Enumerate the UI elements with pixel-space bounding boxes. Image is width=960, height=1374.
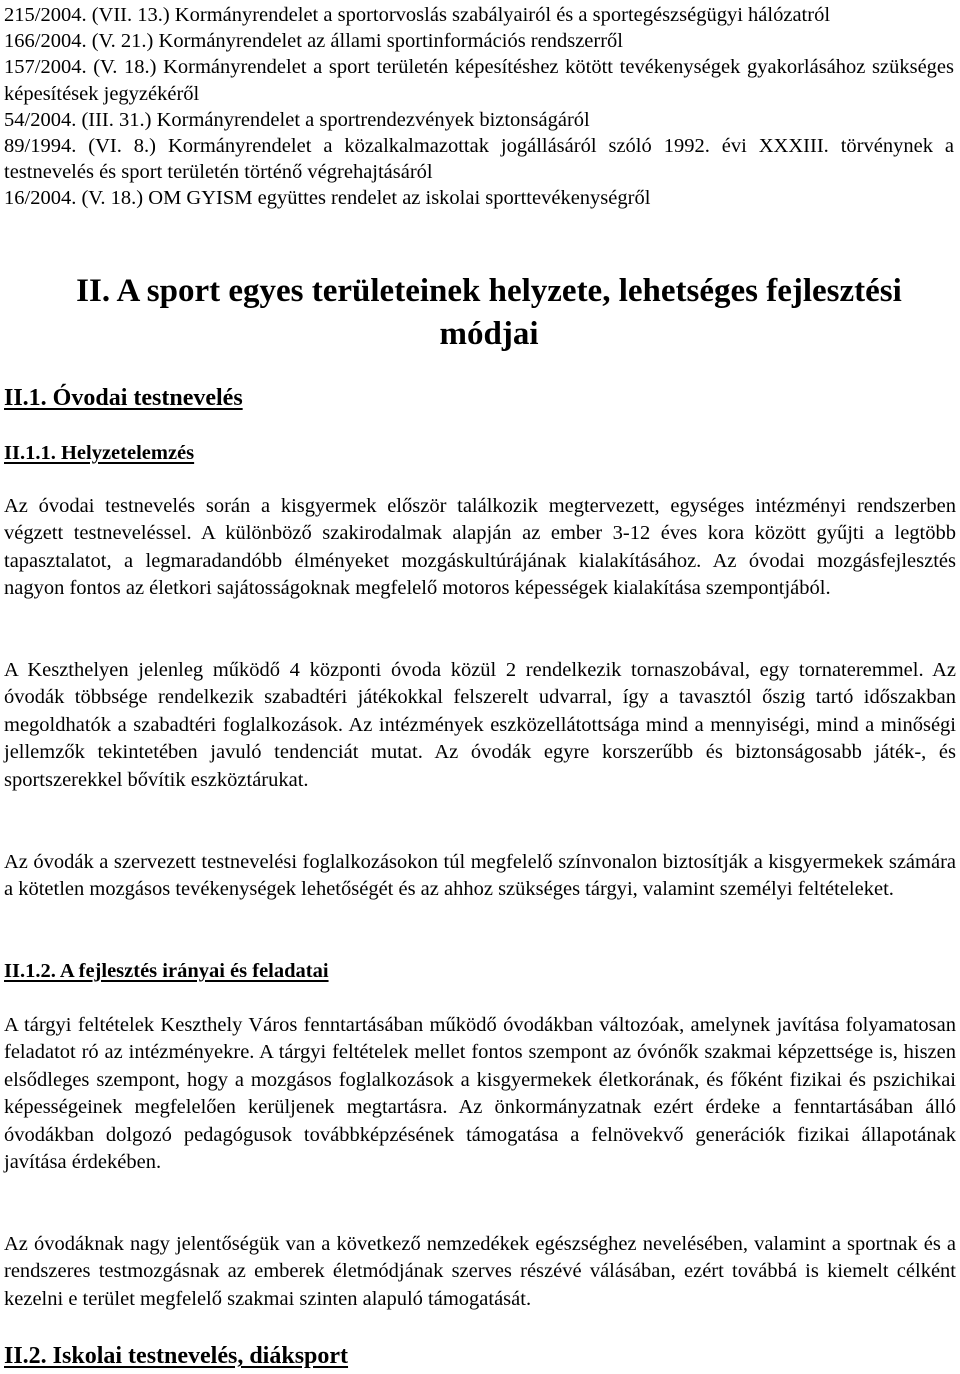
paragraph: Az óvodai testnevelés során a kisgyermek először találkozik megtervezett, egységes intézményi rendszerben végzett testneveléssel. A különböző szakirodalmak alapján az ember 3-12 éves kora között gyűjti a legtöbb tapasztalatot, a legmaradandóbb élményeket mozgáskultúrájának kialakításához. Az óvodai mozgásfejlesztés nagyon fontos az életkori sajátosságoknak megfelelő motoros képességek kialakítása szempontjából. [4,495,956,600]
section-heading: II.2. Iskolai testnevelés, diáksport [4,1343,349,1369]
section-heading: II.1. Óvodai testnevelés [4,385,243,411]
reference-item: 166/2004. (V. 21.) Kormányrendelet az állami sportinformációs rendszerről [4,30,623,53]
paragraph: A tárgyi feltételek Keszthely Város fenntartásában működő óvodákban változóak, amelynek javítása folyamatosan feladatot ró az intézményekre. A tárgyi feltételek mellet fontos szempont az óvónők szakmai képzettsége is, hiszen elsődleges szempont, hogy a mozgásos foglalkozások a kisgyermekek életkorának, és főként fizikai és pszichikai képességeinek megfelelően kerüljenek megtartásra. Az önkormányzatnak ezért érdeke a fenntartásában álló óvodákban dolgozó pedagógusok továbbképzésének támogatása a felnövekvő generációk fizikai állapotának javítása érdekében. [4,1014,956,1174]
chapter-title: II. A sport egyes területeinek helyzete, lehetséges fejlesztési módjai [76,273,902,352]
subsection-heading: II.1.2. A fejlesztés irányai és feladatai [4,960,329,982]
reference-item: 89/1994. (VI. 8.) Kormányrendelet a közalkalmazottak jogállásáról szóló 1992. évi XXXIII. törvénynek a testnevelés és sport területén történő végrehajtásáról [4,135,954,184]
paragraph: Az óvodáknak nagy jelentőségük van a következő nemzedékek egészséghez nevelésében, valamint a sportnak és a rendszeres testmozgásnak az emberek életmódjának szerves részévé válásában, ezért továbbá is kiemelt célként kezelni e terület megfelelő szakmai szinten alapuló támogatását. [4,1233,956,1310]
reference-item: 16/2004. (V. 18.) OM GYISM együttes rendelet az iskolai sporttevékenységről [4,187,651,210]
reference-item: 157/2004. (V. 18.) Kormányrendelet a sport területén képesítéshez kötött tevékenységek gyakorlásához szükséges képesítések jegyzékéről [4,56,954,105]
legal-references-list [4,2,954,212]
reference-item: 54/2004. (III. 31.) Kormányrendelet a sportrendezvények biztonságáról [4,108,590,131]
subsection-heading: II.1.1. Helyzetelemzés [4,442,195,464]
paragraph: A Keszthelyen jelenleg működő 4 központi óvoda közül 2 rendelkezik tornaszobával, egy tornateremmel. Az óvodák többsége rendelkezik szabadtéri játékokkal felszerelt udvarral, így a tavasztól őszig tartó időszakban megoldhatók a szabadtéri foglalkozások. Az intézmények eszközellátottsága mind a mennyiségi, mind a minőségi jellemzők tekintetében javuló tendenciát mutat. Az óvodák egyre korszerűbb és biztonságosabb játék-, és sportszerekkel bővítik eszköztárukat. [4,659,956,791]
paragraph: Az óvodák a szervezett testnevelési foglalkozásokon túl megfelelő színvonalon biztosítják a kisgyermekek számára a kötetlen mozgásos tevékenységek lehetőségét és az ahhoz szükséges tárgyi, valamint személyi feltételeket. [4,851,956,901]
reference-item: 215/2004. (VII. 13.) Kormányrendelet a sportorvoslás szabályairól és a sportegészségügyi hálózatról [4,4,831,26]
